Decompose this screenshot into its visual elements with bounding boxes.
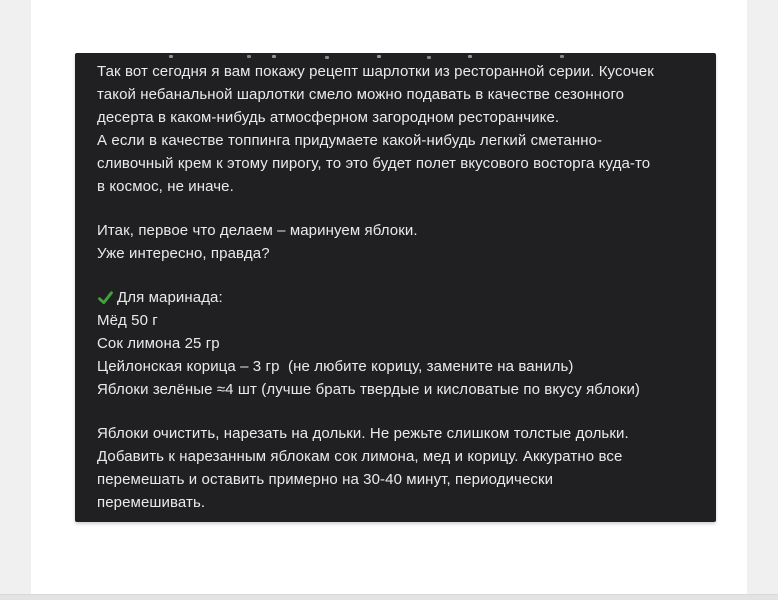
recipe-post-card (75, 53, 716, 522)
intro-paragraph: Так вот сегодня я вам покажу рецепт шарлотки из ресторанной серии. Кусочек такой небанальной шарлотки смело можно подавать в качестве сезонного десерта в каком-нибудь атмосферном загородном ресторанчике. А если в качестве топпинга придумаете какой-нибудь легкий сметанно- сливочный крем к этому пирогу, то это будет полет вкусового восторга куда-то в космос, не иначе. (97, 63, 654, 195)
marinade-title: Для маринада: (117, 289, 223, 306)
step-intro-paragraph: Итак, первое что делаем – маринуем яблоки. Уже интересно, правда? (97, 222, 418, 262)
marinade-section (97, 286, 694, 401)
ingredient-line: Сок лимона 25 гр (97, 335, 220, 352)
ingredient-line: Мёд 50 г (97, 312, 158, 329)
page-left-margin (0, 0, 31, 600)
page-bottom-divider (0, 594, 778, 600)
instructions-paragraph: Яблоки очистить, нарезать на дольки. Не режьте слишком толстые дольки. Добавить к нарезанным яблокам сок лимона, мед и корицу. Аккуратно все перемешать и оставить примерно на 30-40 минут, периодически перемешивать. (97, 425, 629, 511)
green-check-icon (97, 289, 114, 306)
ingredient-line: Яблоки зелёные ≈4 шт (лучше брать твердые и кисловатые по вкусу яблоки) (97, 381, 641, 398)
ingredient-line: Цейлонская корица – 3 гр (не любите корицу, замените на ваниль) (97, 358, 574, 375)
clipped-text-remnant (169, 55, 173, 58)
page-right-margin (747, 0, 778, 600)
marinade-header (97, 286, 694, 309)
